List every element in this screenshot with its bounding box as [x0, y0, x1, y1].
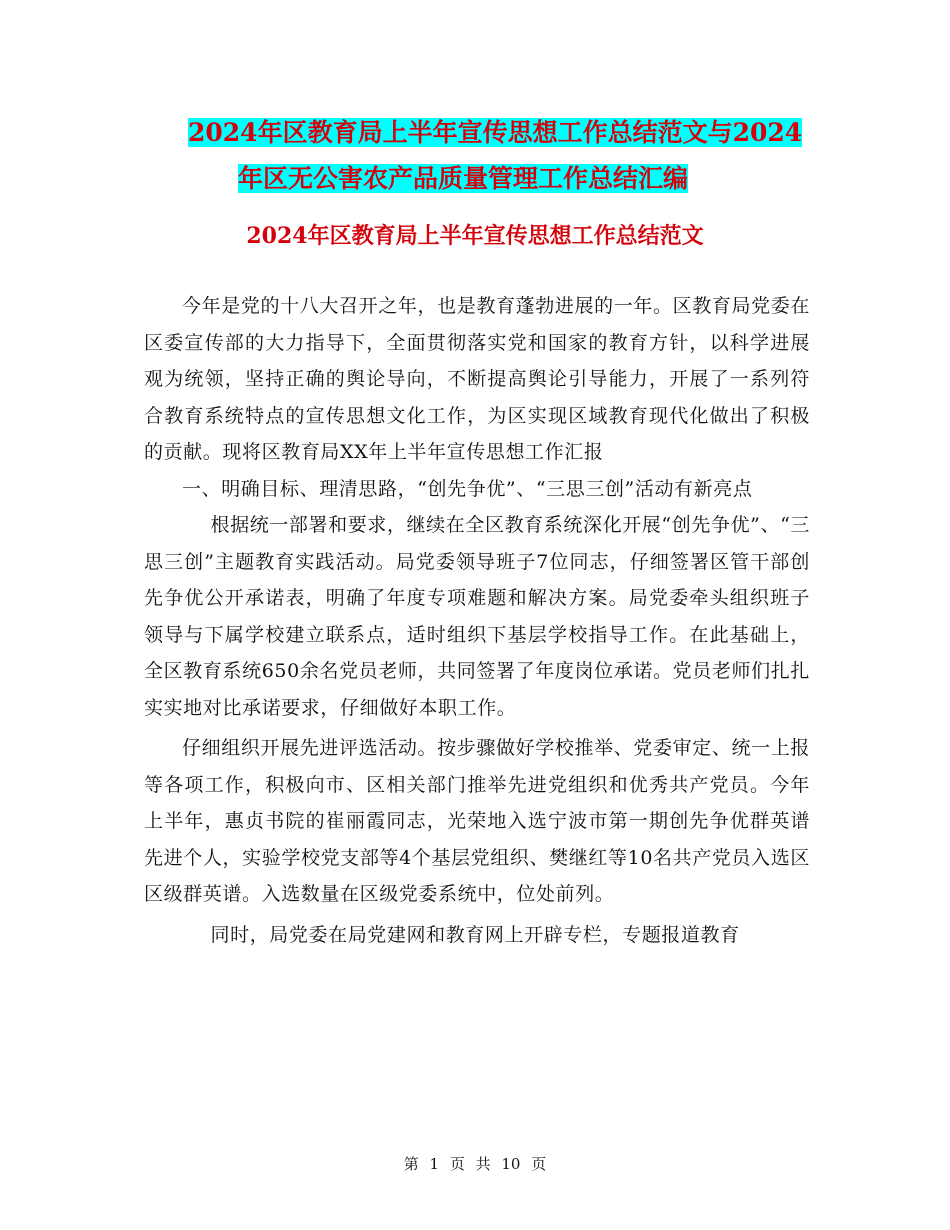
paragraph-intro: 今年是党的十八大召开之年，也是教育蓬勃进展的一年。区教育局党委在区委宣传部的大力指导下，全面贯彻落实党和国家的教育方针，以科学进展观为统领，坚持正确的舆论导向，不断提高舆论引导能力，开展了一系列符合教育系统特点的宣传思想文化工作，为区实现区域教育现代化做出了积极的贡献。现将区教育局XX年上半年宣传思想工作汇报: [144, 295, 810, 463]
document-title: [140, 110, 820, 202]
paragraph-heading-1: 一、明确目标、理清思路，“创先争优”、“三思三创”活动有新亮点: [182, 477, 753, 500]
document-title-line-2: 年区无公害农产品质量管理工作总结汇编: [238, 164, 689, 193]
section-title: 2024年区教育局上半年宣传思想工作总结范文: [246, 223, 704, 249]
document-body: [144, 288, 810, 953]
page-footer: 第 1 页 共 10 页: [403, 1155, 547, 1173]
paragraph-4: 同时，局党委在局党建网和教育网上开辟专栏，专题报道教育: [210, 923, 740, 946]
document-title-line-1: 2024年区教育局上半年宣传思想工作总结范文与2024: [188, 118, 803, 147]
paragraph-3: 仔细组织开展先进评选活动。按步骤做好学校推举、党委审定、统一上报等各项工作，积极向市、区相关部门推举先进党组织和优秀共产党员。今年上半年，惠贞书院的崔丽霞同志，光荣地入选宁波市第一期创先争优群英谱先进个人，实验学校党支部等4个基层党组织、樊继红等10名共产党员入选区区级群英谱。入选数量在区级党委系统中，位处前列。: [144, 737, 810, 905]
paragraph-2: 根据统一部署和要求，继续在全区教育系统深化开展“创先争优”、“三思三创”主题教育实践活动。局党委领导班子7位同志，仔细签署区管干部创先争优公开承诺表，明确了年度专项难题和解决方案。局党委牵头组织班子领导与下属学校建立联系点，适时组织下基层学校指导工作。在此基础上，全区教育系统650余名党员老师，共同签署了年度岗位承诺。党员老师们扎扎实实地对比承诺要求，仔细做好本职工作。: [144, 514, 810, 719]
